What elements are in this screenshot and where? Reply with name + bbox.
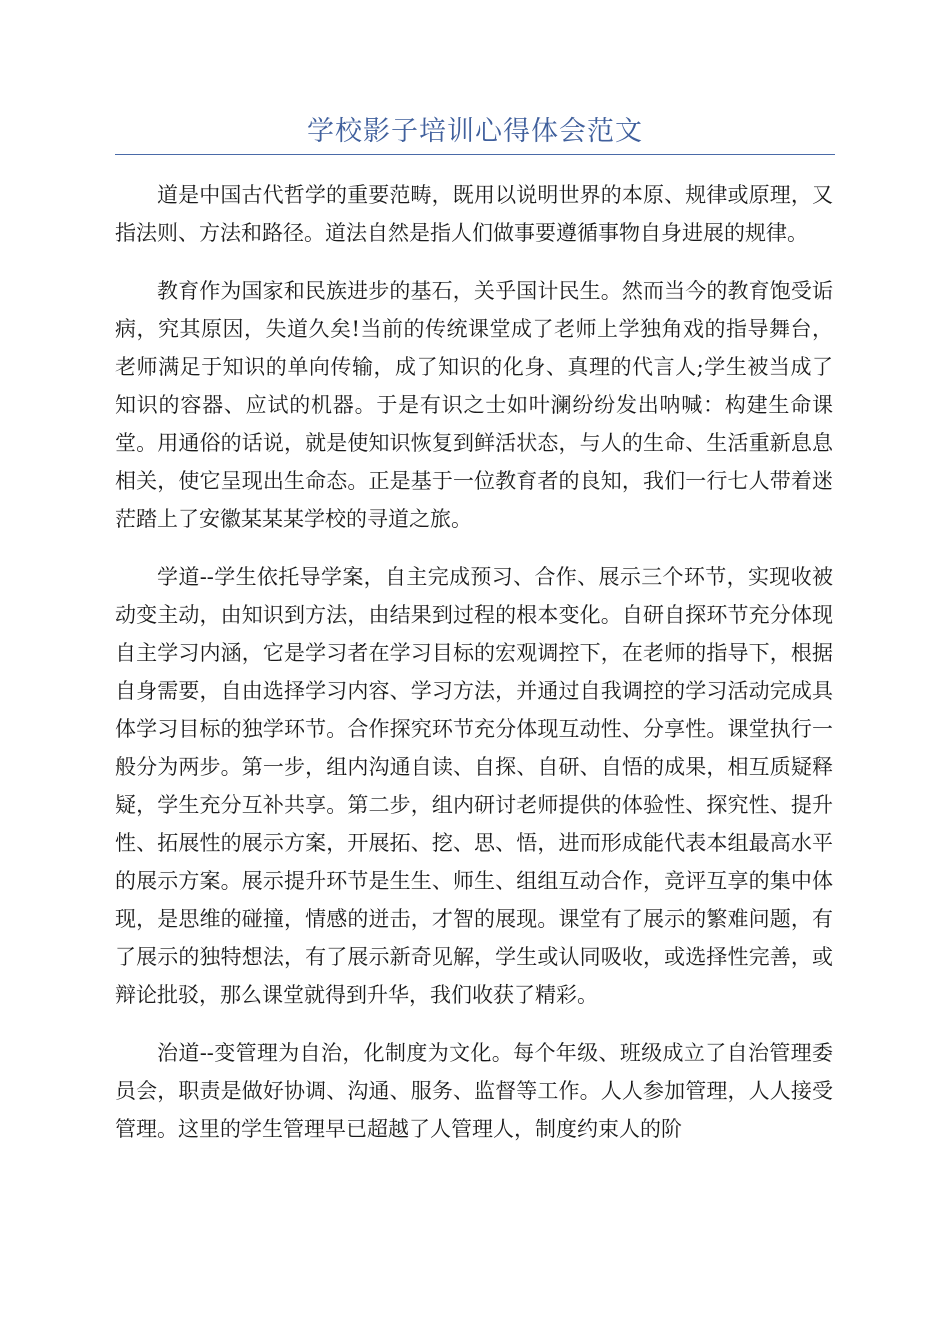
paragraph-1: 道是中国古代哲学的重要范畴，既用以说明世界的本原、规律或原理，又指法则、方法和路径。道法自然是指人们做事要遵循事物自身进展的规律。	[115, 183, 833, 245]
paragraph-4: 治道--变管理为自治，化制度为文化。每个年级、班级成立了自治管理委员会，职责是做好协调、沟通、服务、监督等工作。人人参加管理，人人接受管理。这里的学生管理早已超越了人管理人，制度约束人的阶	[115, 1041, 833, 1141]
title-underline	[115, 154, 835, 155]
paragraph-3: 学道--学生依托导学案，自主完成预习、合作、展示三个环节，实现收被动变主动，由知识到方法，由结果到过程的根本变化。自研自探环节充分体现自主学习内涵，它是学习者在学习目标的宏观调控下，在老师的指导下，根据自身需要，自由选择学习内容、学习方法，并通过自我调控的学习活动完成具体学习目标的独学环节。合作探究环节充分体现互动性、分享性。课堂执行一般分为两步。第一步，组内沟通自读、自探、自研、自悟的成果，相互质疑释疑，学生充分互补共享。第二步，组内研讨老师提供的体验性、探究性、提升性、拓展性的展示方案，开展拓、挖、思、悟，进而形成能代表本组最高水平的展示方案。展示提升环节是生生、师生、组组互动合作，竞评互享的集中体现，是思维的碰撞，情感的迸击，才智的展现。课堂有了展示的繁难问题，有了展示的独特想法，有了展示新奇见解，学生或认同吸收，或选择性完善，或辩论批驳，那么课堂就得到升华，我们收获了精彩。	[115, 565, 833, 1007]
document-body	[115, 176, 833, 1168]
document-title: 学校影子培训心得体会范文	[307, 116, 643, 147]
paragraph-2: 教育作为国家和民族进步的基石，关乎国计民生。然而当今的教育饱受诟病，究其原因，失道久矣!当前的传统课堂成了老师上学独角戏的指导舞台，老师满足于知识的单向传输，成了知识的化身、真理的代言人;学生被当成了知识的容器、应试的机器。于是有识之士如叶澜纷纷发出呐喊：构建生命课堂。用通俗的话说，就是使知识恢复到鲜活状态，与人的生命、生活重新息息相关，使它呈现出生命态。正是基于一位教育者的良知，我们一行七人带着迷茫踏上了安徽某某某学校的寻道之旅。	[115, 279, 833, 531]
